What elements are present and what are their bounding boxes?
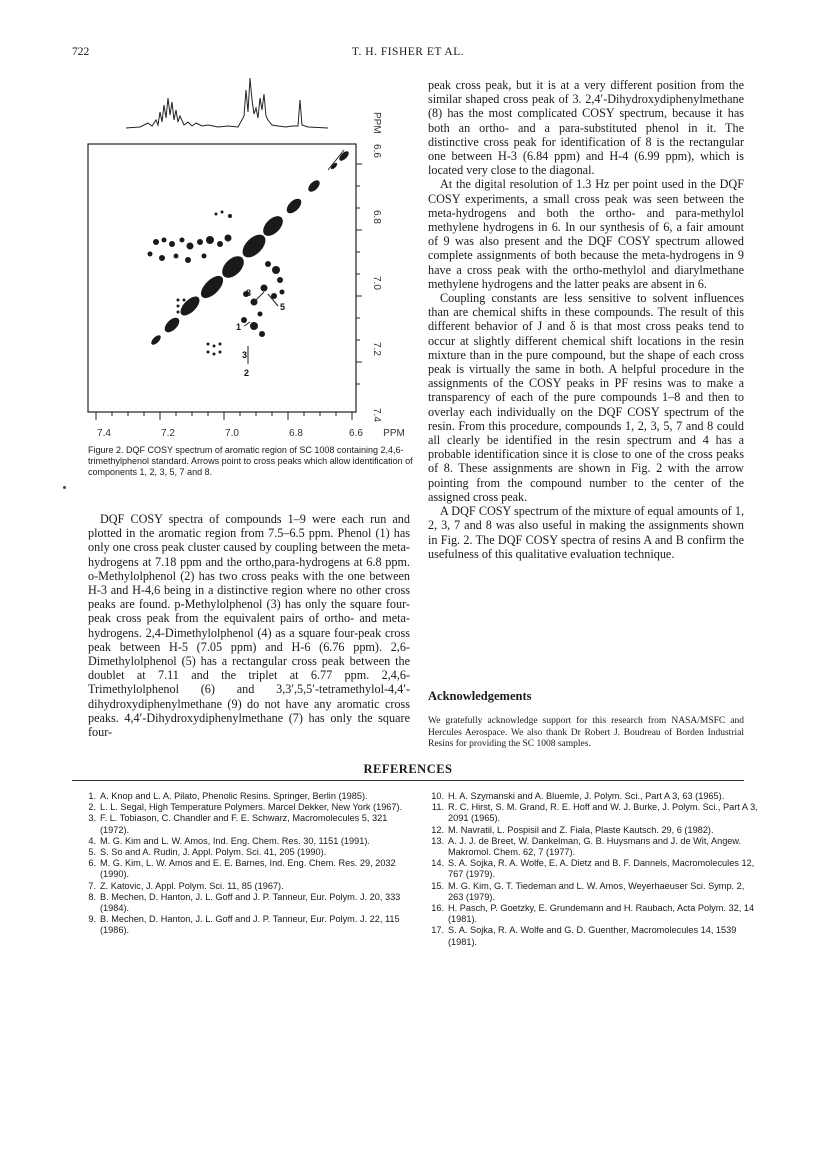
x-tick-label: 7.4 — [97, 428, 111, 439]
reference-item: 16. H. Pasch, P. Goetzky, E. Grundemann and H. Raubach, Acta Polym. 32, 14 (1981). — [431, 903, 755, 925]
figure-caption: Figure 2. DQF COSY spectrum of aromatic region of SC 1008 containing 2,4,6-trimethylphenol standard. Arrows point to cross peaks which allow identification of components 1, 2, 3, 5, 7 and 8. — [88, 445, 413, 477]
reference-item: 9. B. Mechen, D. Hanton, J. L. Goff and J. P. Tanneur, Eur. Polym. J. 22, 115 (1986). — [88, 914, 400, 936]
body-paragraph: peak cross peak, but it is at a very different position from the similar shaped cross peak of 3. 2,4′-Dihydroxydiphenylmethane (8) has the most complicated COSY spectrum, because it has both an ortho- and a para-substituted phenol in it. The distinctive cross peak for identification of 8 is the rectangular one between H-3 (6.84 ppm) and H-4 (6.99 ppm), which is located very close to the diagonal. — [428, 78, 744, 178]
y-tick-label: 6.6 — [371, 144, 382, 158]
page-header — [72, 46, 744, 62]
x-tick-label: 7.2 — [161, 428, 175, 439]
reference-item: 6. M. G. Kim, L. W. Amos and E. E. Barnes, Ind. Eng. Chem. Res. 29, 2032 (1990). — [88, 858, 396, 880]
reference-item: 7. Z. Katovic, J. Appl. Polym. Sci. 11, 85 (1967). — [88, 880, 284, 891]
peak-label-3: 3 — [242, 350, 248, 360]
reference-item: 12. M. Navratil, L. Pospisil and Z. Fiala, Plaste Kautsch. 29, 6 (1982). — [431, 824, 714, 835]
y-tick-label: 6.8 — [371, 210, 382, 224]
reference-item: 2. L. L. Segal, High Temperature Polymers. Marcel Dekker, New York (1967). — [88, 802, 403, 813]
y-tick-label: 7.0 — [371, 276, 382, 290]
reference-item: 15. M. G. Kim, G. T. Tiedeman and L. W. Amos, Weyerhaeuser Sci. Symp. 2, 263 (1979). — [431, 880, 745, 902]
references-list-left — [80, 791, 410, 937]
acknowledgements-heading: Acknowledgements — [428, 689, 532, 703]
body-paragraph: DQF COSY spectra of compounds 1–9 were each run and plotted in the aromatic region from 7.5–6.5 ppm. Phenol (1) has only one cross peak cluster caused by coupling between the meta-hydrogens at 7.18 ppm and the ortho,para-hydrogens at 6.8 ppm. o-Methylolphenol (2) has two cross peaks with the one between H-3 and H-4,6 being in a distinctive region where no other cross peaks are found. p-Methylolphenol (3) has only the square four-peak cross peak from the equivalent pairs of ortho- and meta-hydrogens. 2,4-Dimethylolphenol (4) as a square four-peak cross peak between H-5 (7.05 ppm) and H-6 (6.76 ppm). 2,6-Dimethylolphenol (5) has a rectangular cross peak between the doublet at 7.11 and the triplet at 6.77 ppm. 2,4,6-Trimethylolphenol (6) and 3,3′,5,5′-tetramethylol-4,4′-dihydroxydiphenylmethane (9) do not have any aromatic cross peaks. 4,4′-Dihydroxydiphenylmethane (7) has only the square four- — [88, 512, 410, 740]
margin-dot — [63, 486, 66, 489]
references-heading: REFERENCES — [363, 762, 453, 776]
reference-item: 3. F. L. Tobiason, C. Chandler and F. E. Schwarz, Macromolecules 5, 321 (1972). — [88, 813, 388, 835]
y-axis-unit: PPM — [371, 112, 382, 134]
running-head: T. H. FISHER ET AL. — [351, 46, 465, 58]
references-list-right — [428, 791, 758, 948]
reference-item: 8. B. Mechen, D. Hanton, J. L. Goff and J. P. Tanneur, Eur. Polym. J. 20, 333 (1984). — [88, 891, 401, 914]
reference-item: 17. S. A. Sojka, R. A. Wolfe and G. D. Guenther, Macromolecules 14, 1539 (1981). — [431, 925, 737, 947]
x-tick-label: 7.0 — [225, 428, 239, 439]
y-axis — [356, 144, 362, 412]
peak-label-5: 5 — [280, 302, 286, 312]
reference-item: 11. R. C. Hirst, S. M. Grand, R. E. Hoff and W. J. Burke, J. Polym. Sci., Part A 3, 2091 (1965). — [431, 802, 758, 824]
projection-spectrum — [126, 78, 328, 128]
reference-item: 1. A. Knop and L. A. Pilato, Phenolic Resins. Springer, Berlin (1985). — [88, 791, 368, 801]
x-axis-unit: PPM — [383, 428, 405, 439]
reference-item: 4. M. G. Kim and L. W. Amos, Ind. Eng. Chem. Res. 30, 1151 (1991). — [88, 835, 370, 846]
y-tick-label: 7.4 — [371, 408, 382, 422]
reference-item: 13. A. J. J. de Breet, W. Dankelman, G. B. Huysmans and J. de Wit, Angew. Makromol. Chem. 62, 7 (1977). — [431, 835, 742, 858]
y-tick-label: 7.2 — [371, 342, 382, 356]
reference-item: 10. H. A. Szymanski and A. Bluemle, J. Polym. Sci., Part A 3, 63 (1965). — [431, 791, 725, 801]
body-paragraph: A DQF COSY spectrum of the mixture of equal amounts of 1, 2, 3, 7 and 8 was also useful in making the assignments shown in Fig. 2. The DQF COSY spectra of resins A and B confirm the usefulness of this qualitative evaluation technique. — [428, 504, 744, 561]
references-rule — [72, 780, 744, 781]
x-tick-label: 6.8 — [289, 428, 303, 439]
cosy-spectrum-figure — [68, 70, 418, 480]
diagonal-peaks — [148, 150, 351, 356]
page-number: 722 — [72, 46, 90, 58]
reference-item: 5. S. So and A. Rudin, J. Appl. Polym. Sci. 41, 205 (1990). — [88, 847, 327, 858]
peak-label-1: 1 — [236, 322, 242, 332]
peak-arrows — [244, 150, 344, 364]
left-column — [88, 512, 410, 739]
right-column — [428, 78, 744, 561]
x-tick-label: 6.6 — [349, 428, 363, 439]
reference-item: 14. S. A. Sojka, R. A. Wolfe, E. A. Dietz and B. F. Dannels, Macromolecules 12, 767 (1979). — [431, 858, 755, 880]
x-axis — [88, 412, 356, 420]
body-paragraph: Coupling constants are less sensitive to solvent influences than are chemical shifts in these compounds. The result of this different behavior of J and δ is that most cross peaks tend to occur at slightly different chemical shift locations in the resin mixture than in the pure compound, but the shape of each cross peak is virtually the same in both. A helpful procedure in the assignments of the COSY peaks in PF resins was to make a transparency of each of the pure compounds 1–8 and then to overlay each individually on the DQF COSY spectrum of the resin. From this procedure, compounds 1, 2, 3, 5, 7 and 8 could all clearly be identified in the resin spectrum and 4 has a probable identification since it is close to one of the cross peaks of 8. These assignments are shown in Fig. 2 with the arrow pointing from the compound number to the center of the assigned cross peak. — [428, 291, 744, 504]
peak-label-8: 8 — [246, 288, 252, 298]
peak-label-2: 2 — [244, 368, 250, 378]
acknowledgements-text: We gratefully acknowledge support for this research from NASA/MSFC and Hercules Aerospace. We also thank Dr Robert J. Boudreau of Borden Industrial Resins for providing the SC 1008 samples. — [428, 716, 744, 749]
body-paragraph: At the digital resolution of 1.3 Hz per point used in the DQF COSY experiments, a small cross peak was seen between the meta-hydrogens and both the ortho- and para-methylol methylene hydrogens in 6. In our synthesis of 6, a fair amount of 9 was also present and the DQF COSY spectrum allowed complete assignments of both because the meta-hydrogens in 9 have a cross peak with the ortho-methylol and diarylmethane methylene hydrogens and the latter peaks are absent in 6. — [428, 177, 744, 291]
